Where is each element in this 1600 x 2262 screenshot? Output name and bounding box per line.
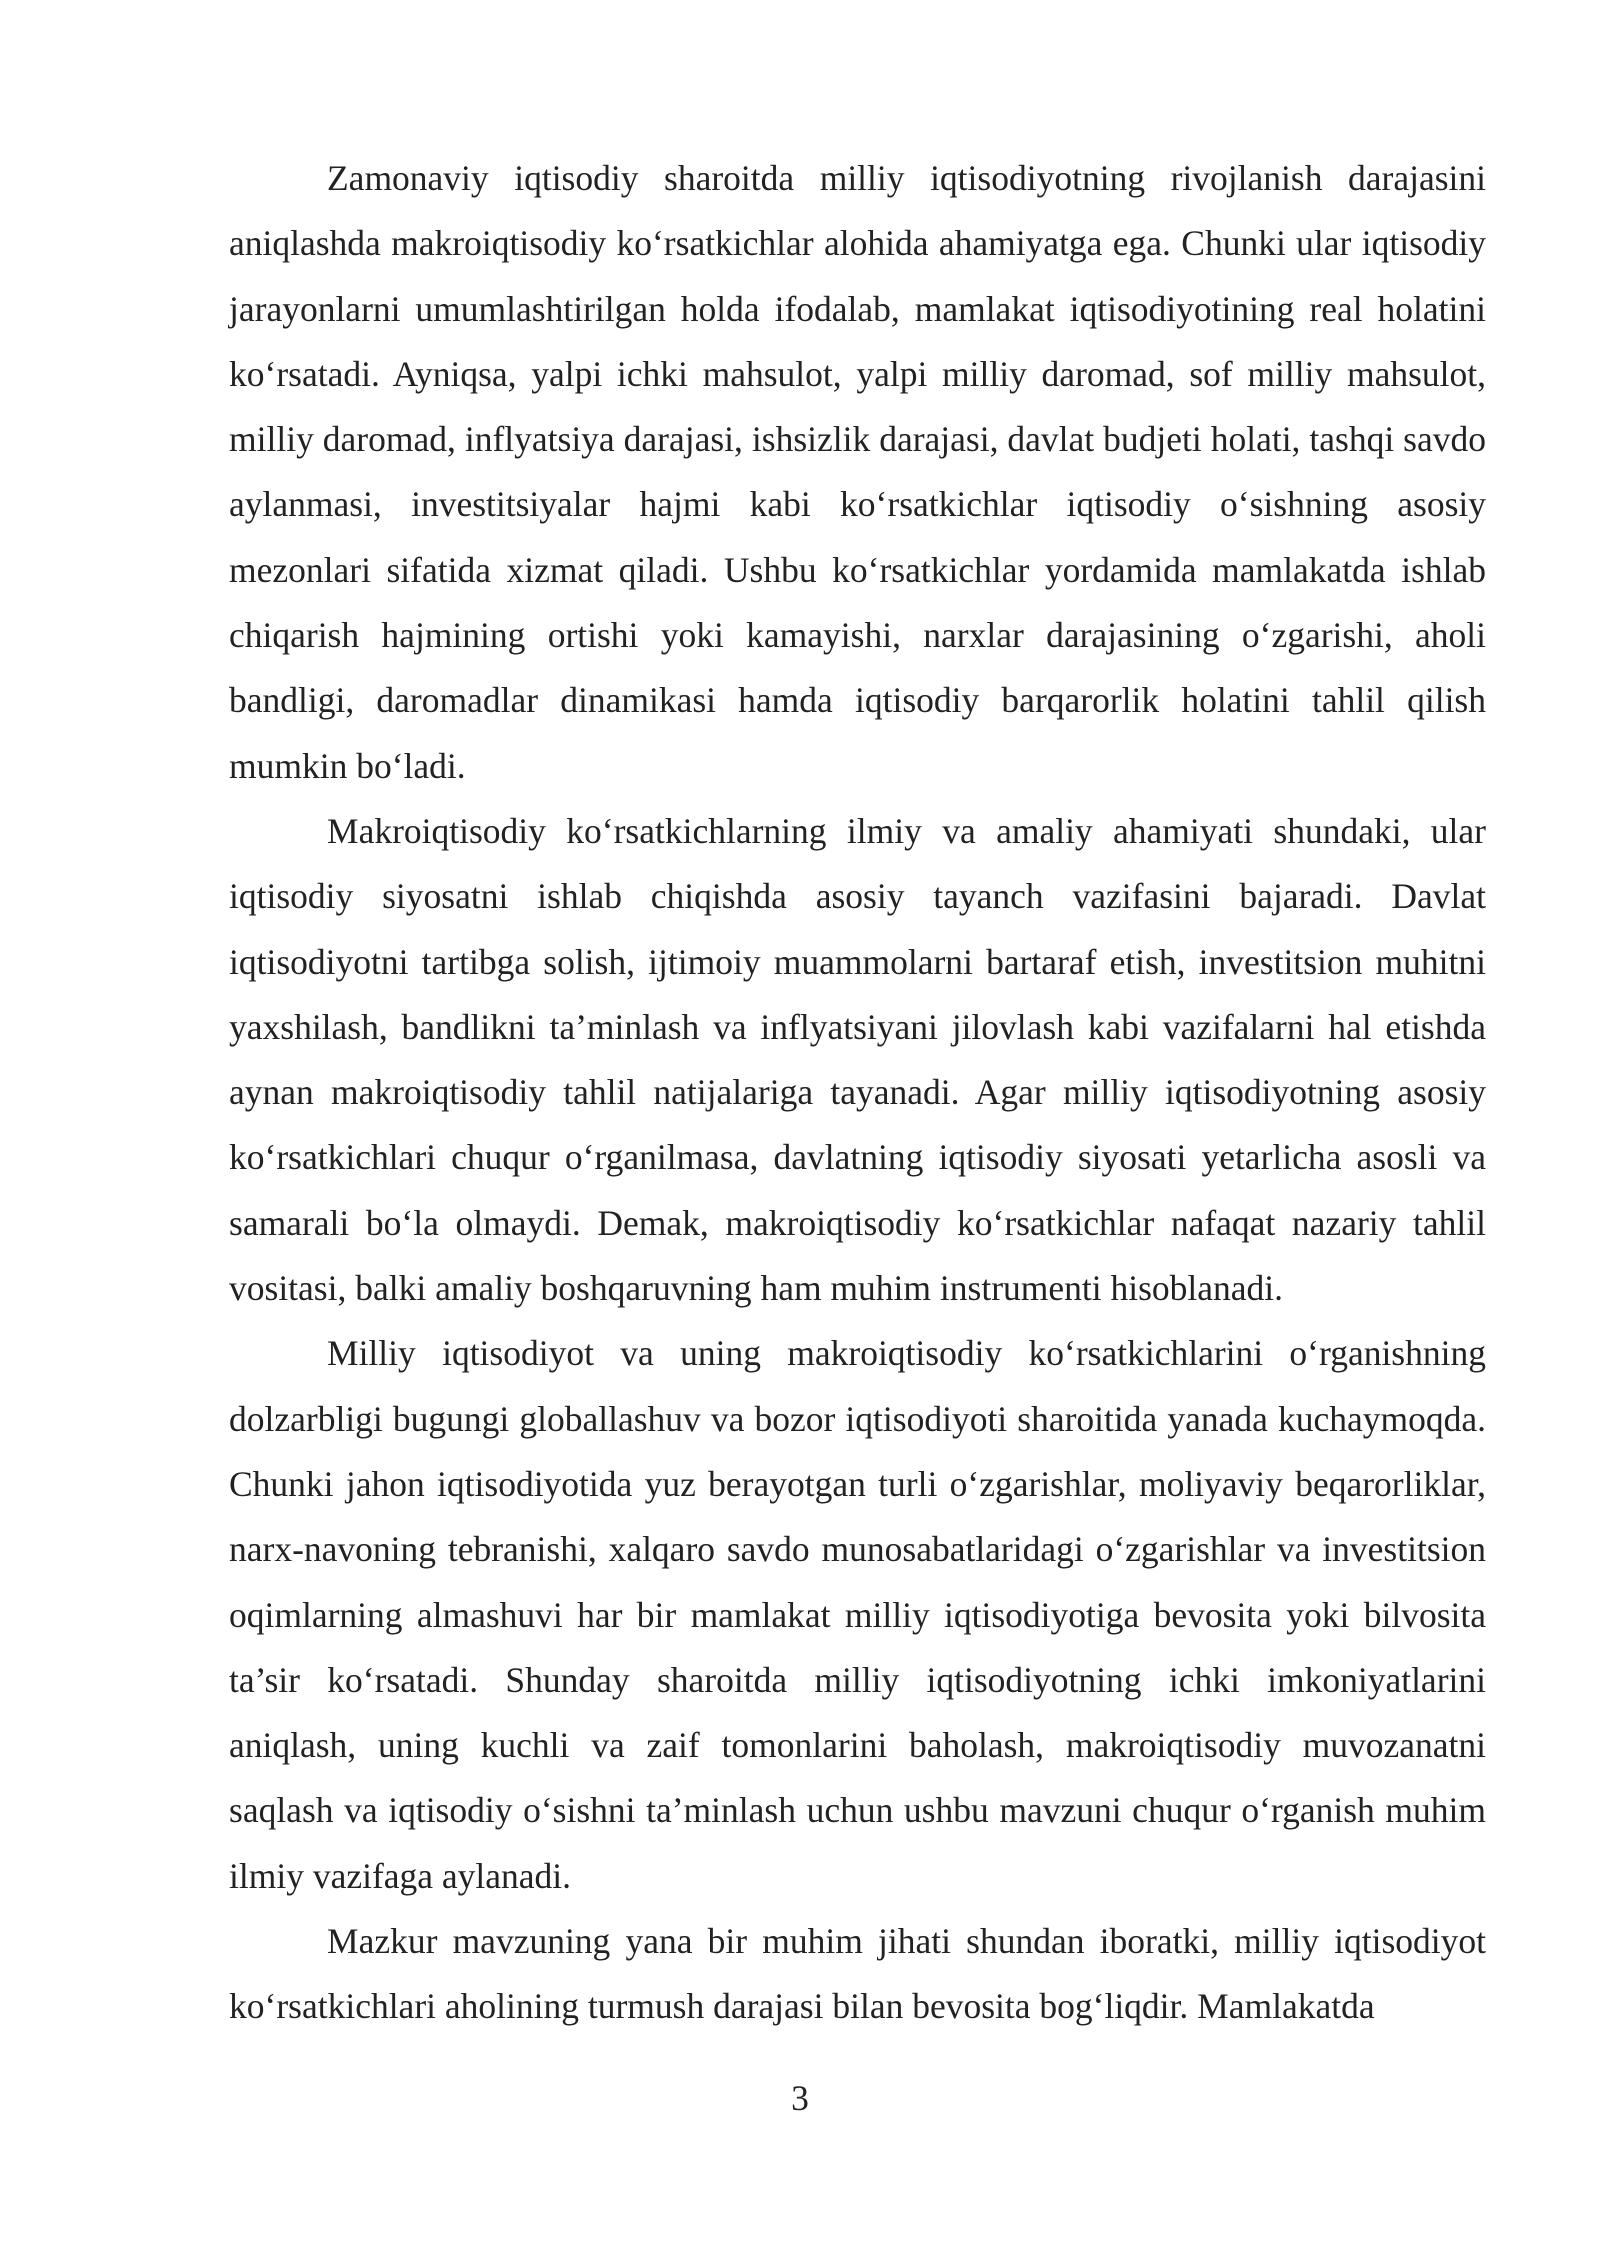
- paragraph-3: Milliy iqtisodiyot va uning makroiqtisodiy ko‘rsatkichlarini o‘rganishning dolzarbligi bugungi globallashuv va bozor iqtisodiyoti sharoitida yanada kuchaymoqda. Chunki jahon iqtisodiyotida yuz berayotgan turli o‘zgarishlar, moliyaviy beqarorliklar, narx-navoning tebranishi, xalqaro savdo munosabatlaridagi o‘zgarishlar va investitsion oqimlarning almashuvi har bir mamlakat milliy iqtisodiyotiga bevosita yoki bilvosita ta’sir ko‘rsatadi. Shunday sharoitda milliy iqtisodiyotning ichki imkoniyatlarini aniqlash, uning kuchli va zaif tomonlarini baholash, makroiqtisodiy muvozanatni saqlash va iqtisodiy o‘sishni ta’minlash uchun ushbu mavzuni chuqur o‘rganish muhim ilmiy vazifaga aylanadi.: [229, 1333, 1486, 1896]
- paragraph-4: Mazkur mavzuning yana bir muhim jihati shundan iboratki, milliy iqtisodiyot ko‘rsatkichlari aholining turmush darajasi bilan bevosita bog‘liqdir. Mamlakatda: [229, 1921, 1486, 2027]
- paragraph-1: Zamonaviy iqtisodiy sharoitda milliy iqtisodiyotning rivojlanish darajasini aniqlashda makroiqtisodiy ko‘rsatkichlar alohida ahamiyatga ega. Chunki ular iqtisodiy jarayonlarni umumlashtirilgan holda ifodalab, mamlakat iqtisodiyotining real holatini ko‘rsatadi. Ayniqsa, yalpi ichki mahsulot, yalpi milliy daromad, sof milliy mahsulot, milliy daromad, inflyatsiya darajasi, ishsizlik darajasi, davlat budjeti holati, tashqi savdo aylanmasi, investitsiyalar hajmi kabi ko‘rsatkichlar iqtisodiy o‘sishning asosiy mezonlari sifatida xizmat qiladi. Ushbu ko‘rsatkichlar yordamida mamlakatda ishlab chiqarish hajmining ortishi yoki kamayishi, narxlar darajasining o‘zgarishi, aholi bandligi, daromadlar dinamikasi hamda iqtisodiy barqarorlik holatini tahlil qilish mumkin bo‘ladi.: [229, 158, 1486, 786]
- body-text: [229, 146, 1486, 2040]
- page-number: 3: [791, 2078, 809, 2118]
- paragraph-2: Makroiqtisodiy ko‘rsatkichlarning ilmiy va amaliy ahamiyati shundaki, ular iqtisodiy siyosatni ishlab chiqishda asosiy tayanch vazifasini bajaradi. Davlat iqtisodiyotni tartibga solish, ijtimoiy muammolarni bartaraf etish, investitsion muhitni yaxshilash, bandlikni ta’minlash va inflyatsiyani jilovlash kabi vazifalarni hal etishda aynan makroiqtisodiy tahlil natijalariga tayanadi. Agar milliy iqtisodiyotning asosiy ko‘rsatkichlari chuqur o‘rganilmasa, davlatning iqtisodiy siyosati yetarlicha asosli va samarali bo‘la olmaydi. Demak, makroiqtisodiy ko‘rsatkichlar nafaqat nazariy tahlil vositasi, balki amaliy boshqaruvning ham muhim instrumenti hisoblanadi.: [229, 810, 1486, 1309]
